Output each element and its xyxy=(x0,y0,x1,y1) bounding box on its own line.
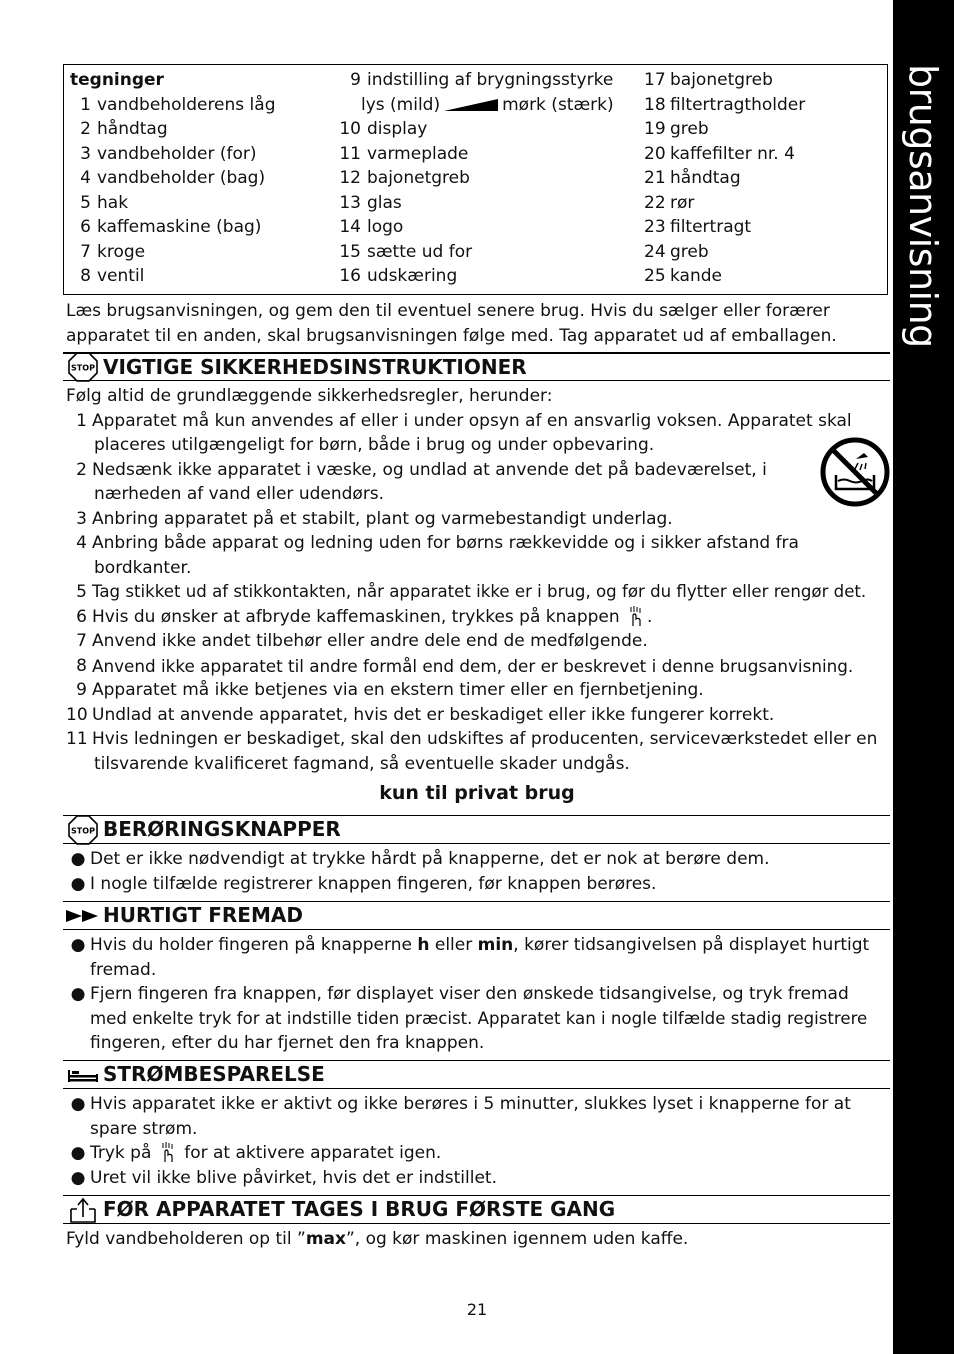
list-item: 12 bajonetgreb xyxy=(339,168,470,188)
list-item: 1 vandbeholderens låg xyxy=(80,94,276,115)
intro-paragraph: Læs brugsanvisningen, og gem den til eventuel senere brug. Hvis du sælger eller forærer apparatet til en anden, skal brugsanvisningen følge med. Tag apparatet ud af emballagen. xyxy=(66,301,837,346)
list-item: ● Fjern fingeren fra knappen, før displayet viser den ønskede tidsangivelse, og tryk fremad med enkelte tryk for at indstille tiden præcist. Apparatet kan i nogle tilfælde stadig registrere fingeren, efter du har fjernet den fra knappen. xyxy=(66,982,888,1056)
touch-button-icon xyxy=(627,605,645,627)
first-use-heading: FØR APPARATET TAGES I BRUG FØRSTE GANG xyxy=(63,1195,890,1224)
list-item: 11 varmeplade xyxy=(339,143,469,164)
list-item: 24 greb xyxy=(644,241,709,262)
list-item: 9 Apparatet må ikke betjenes via en ekstern timer eller en fjernbetjening. xyxy=(76,680,704,700)
list-item: 17 bajonetgreb xyxy=(644,70,773,90)
safety-list xyxy=(66,384,888,776)
list-item: 7 Anvend ikke andet tilbehør eller andre dele end de medfølgende. xyxy=(76,631,648,651)
list-item: ● Hvis du holder fingeren på knapperne h eller min, kører tidsangivelsen på displayet hurtigt fremad. xyxy=(66,933,888,982)
list-item: 15 sætte ud for xyxy=(339,241,473,262)
list-item: 20 kaffefilter nr. 4 xyxy=(644,143,795,164)
legend-title: tegninger xyxy=(70,70,164,90)
list-item: ● Hvis apparatet ikke er aktivt og ikke berøres i 5 minutter, slukkes lyset i knapperne for at spare strøm. xyxy=(66,1092,888,1141)
drawings-legend xyxy=(63,64,888,295)
list-item: 18 filtertragtholder xyxy=(644,94,806,115)
svg-text:STOP: STOP xyxy=(71,826,95,835)
list-item: ● I nogle tilfælde registrerer knappen fingeren, før knappen berøres. xyxy=(66,872,888,897)
stop-icon xyxy=(68,352,98,382)
list-item: 3 vandbeholder (for) xyxy=(80,143,257,164)
list-item: 22 rør xyxy=(644,192,695,213)
safety-heading: STOP VIGTIGE SIKKERHEDSINSTRUKTIONER xyxy=(63,352,890,381)
sleep-mode-icon xyxy=(67,1067,99,1083)
list-item: 5 Tag stikket ud af stikkontakten, når apparatet ikke er i brug, og før du flytter eller rengør det. xyxy=(76,582,867,602)
safety-lead: Følg altid de grundlæggende sikkerhedsregler, herunder: xyxy=(66,386,553,406)
fast-forward-heading: HURTIGT FREMAD xyxy=(63,901,890,930)
side-tab xyxy=(893,0,954,1354)
list-item: ● Det er ikke nødvendigt at trykke hårdt på knapperne, det er nok at berøre dem. xyxy=(66,847,888,872)
list-item: ● Tryk på for at aktivere apparatet igen. xyxy=(66,1141,888,1166)
legend-column-1 xyxy=(70,68,340,289)
list-item: 2 Nedsænk ikke apparatet i væske, og undlad at anvende det på badeværelset, i nærheden af vand eller udendørs. xyxy=(76,459,767,504)
list-item: 14 logo xyxy=(339,217,404,237)
list-item: 2 håndtag xyxy=(80,119,168,139)
bullet-icon: ● xyxy=(70,984,86,1004)
first-use-text: Fyld vandbeholderen op til ”max”, og kør maskinen igennem uden kaffe. xyxy=(66,1229,689,1249)
list-item: 10 Undlad at anvende apparatet, hvis det er beskadiget eller ikke fungerer korrekt. xyxy=(66,704,775,725)
strength-scale: lys (mild) mørk (stærk) xyxy=(361,94,614,115)
private-use-note: kun til privat brug xyxy=(379,782,575,804)
list-item: 1 Apparatet må kun anvendes af eller i under opsyn af en ansvarlig voksen. Apparatet skal placeres utilgængeligt for børn, både i brug og under opbevaring. xyxy=(76,410,852,455)
list-item: 5 hak xyxy=(80,192,129,213)
list-item: 10 display xyxy=(339,119,428,139)
legend-column-3 xyxy=(644,68,884,289)
touch-buttons-list xyxy=(66,847,888,896)
touch-button-icon xyxy=(159,1141,177,1163)
legend-column-2 xyxy=(334,68,634,289)
unpack-box-icon xyxy=(69,1197,97,1223)
power-saving-heading: STRØMBESPARELSE xyxy=(63,1060,890,1089)
list-item: 25 kande xyxy=(644,266,722,286)
strength-wedge-icon xyxy=(444,99,498,111)
svg-text:STOP: STOP xyxy=(71,363,95,373)
fast-forward-icon xyxy=(66,910,100,922)
bullet-icon: ● xyxy=(70,873,86,894)
list-item: 6 kaffemaskine (bag) xyxy=(80,217,262,237)
list-item: 9 indstilling af brygningsstyrke xyxy=(350,70,614,90)
bullet-icon: ● xyxy=(70,1094,86,1114)
list-item: ● Uret vil ikke blive påvirket, hvis det er indstillet. xyxy=(66,1166,888,1191)
touch-buttons-heading: STOP BERØRINGSKNAPPER xyxy=(63,815,890,844)
bullet-icon: ● xyxy=(70,935,86,955)
power-saving-list xyxy=(66,1092,888,1190)
list-item: 21 håndtag xyxy=(644,168,741,188)
list-item: 4 vandbeholder (bag) xyxy=(80,168,266,188)
bullet-icon: ● xyxy=(70,849,86,869)
list-item: 8 Anvend ikke apparatet til andre formål end dem, der er beskrevet i denne brugsanvisning. xyxy=(76,655,854,676)
list-item: 3 Anbring apparatet på et stabilt, plant og varmebestandigt underlag. xyxy=(76,508,673,529)
bullet-icon: ● xyxy=(70,1167,86,1188)
side-tab-label: brugsanvisning xyxy=(901,64,945,348)
list-item: 23 filtertragt xyxy=(644,217,752,237)
list-item: 4 Anbring både apparat og ledning uden for børns rækkevidde og i sikker afstand fra bordkanter. xyxy=(76,533,799,578)
list-item: 19 greb xyxy=(644,119,709,139)
stop-icon xyxy=(68,815,98,845)
list-item: 6 Hvis du ønsker at afbryde kaffemaskinen, trykkes på knappen . xyxy=(76,606,653,627)
no-bathroom-use-icon xyxy=(820,437,890,507)
list-item: 11 Hvis ledningen er beskadiget, skal den udskiftes af producenten, serviceværkstedet eller en tilsvarende kvalificeret fagmand, så eventuelle skader undgås. xyxy=(66,729,878,774)
list-item: 16 udskæring xyxy=(339,266,458,286)
list-item: 13 glas xyxy=(339,192,402,213)
list-item: 8 ventil xyxy=(80,266,145,286)
page-number: 21 xyxy=(466,1300,488,1319)
bullet-icon: ● xyxy=(70,1143,86,1163)
fast-forward-list xyxy=(66,933,888,1056)
list-item: 7 kroge xyxy=(80,241,146,262)
